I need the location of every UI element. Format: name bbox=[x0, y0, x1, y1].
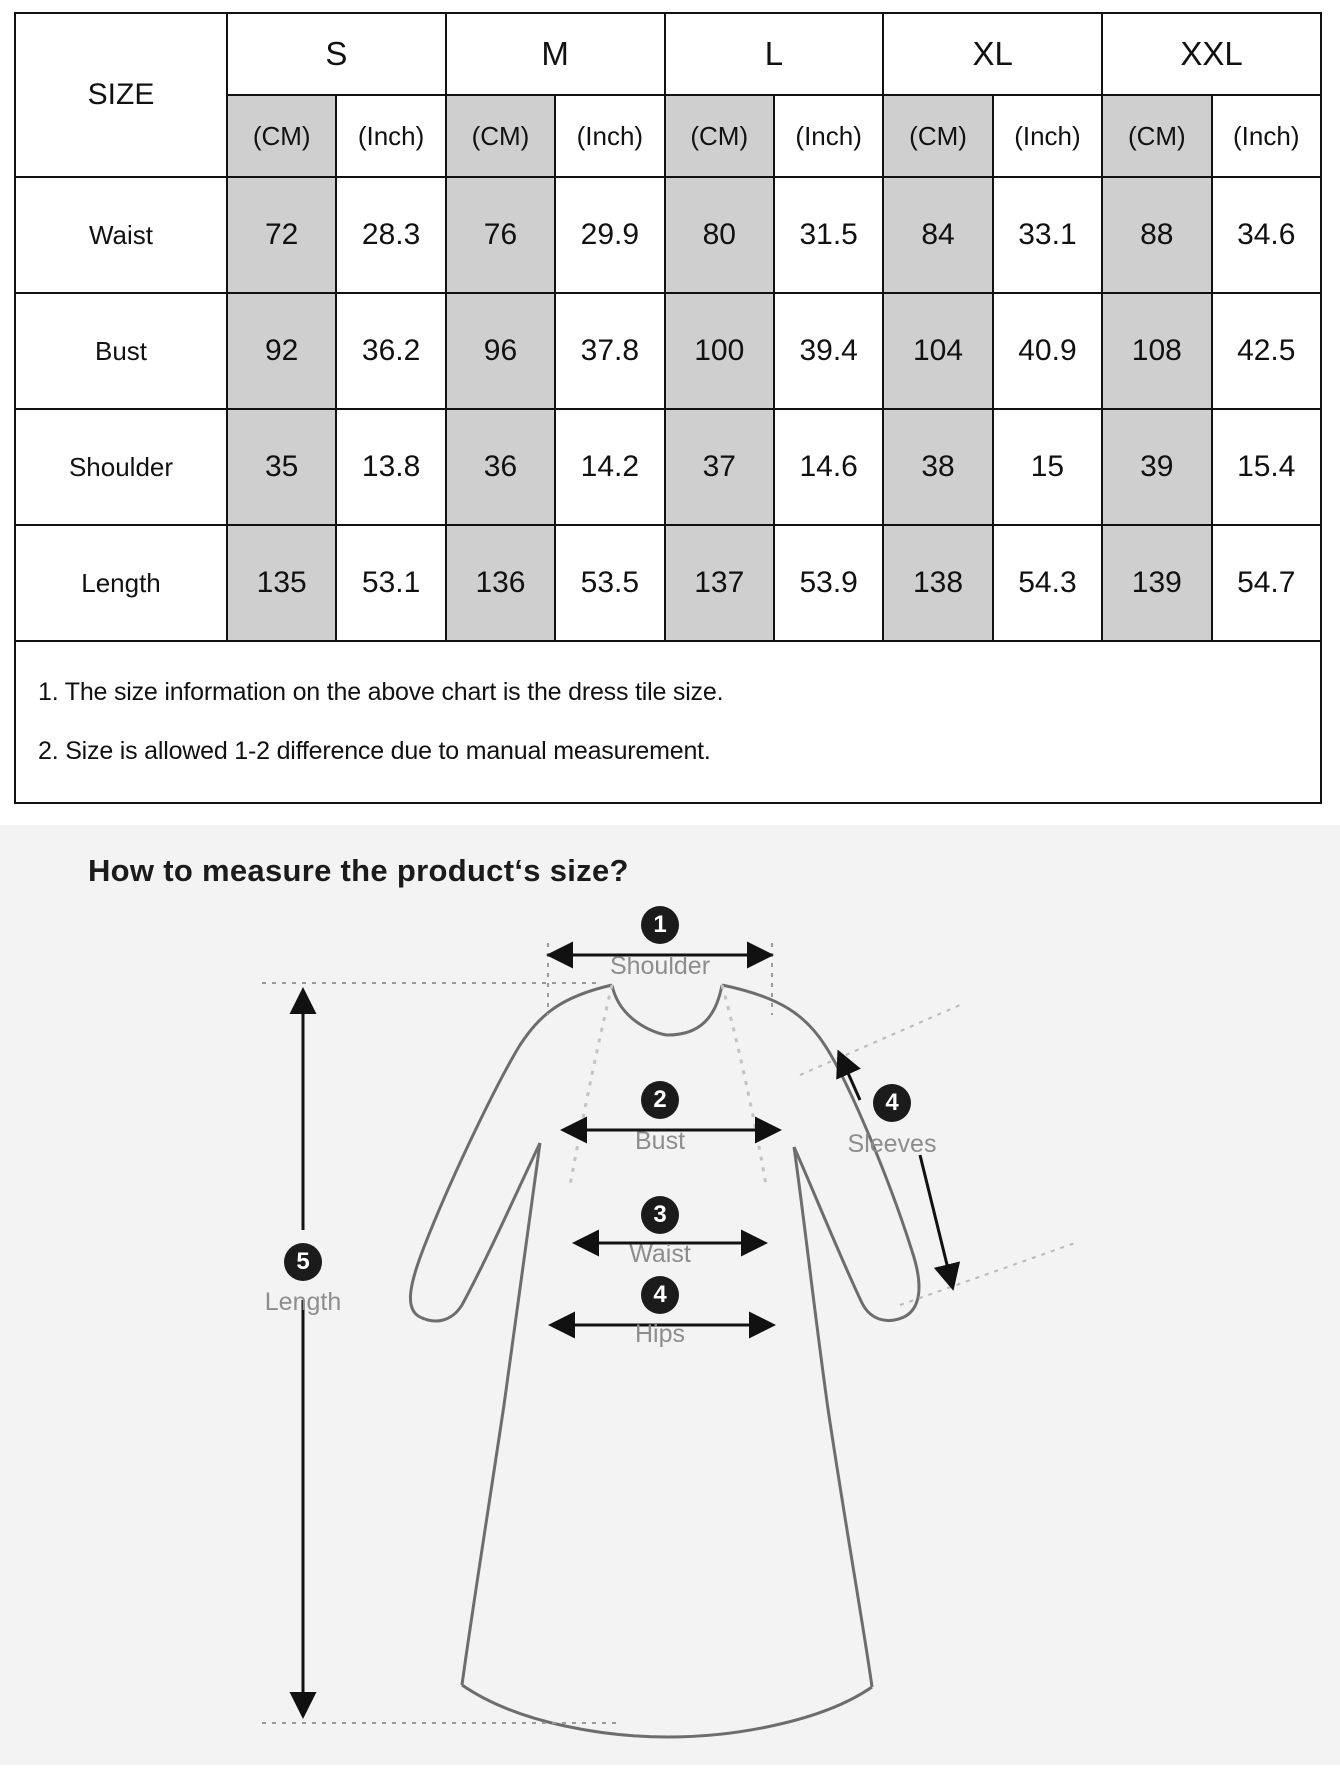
size-chart-container bbox=[0, 0, 1340, 804]
cell-shoulder-l-cm: 37 bbox=[665, 409, 774, 525]
cell-shoulder-s-inch: 13.8 bbox=[336, 409, 445, 525]
cell-shoulder-xl-cm: 38 bbox=[883, 409, 992, 525]
cell-bust-xxl-cm: 108 bbox=[1102, 293, 1211, 409]
row-label-length: Length bbox=[15, 525, 227, 641]
cell-bust-s-cm: 92 bbox=[227, 293, 336, 409]
cell-length-xxl-cm: 139 bbox=[1102, 525, 1211, 641]
size-note-1: 1. The size information on the above chart is the dress tile size. bbox=[38, 678, 724, 706]
cell-waist-xl-inch: 33.1 bbox=[993, 177, 1102, 293]
cell-waist-m-cm: 76 bbox=[446, 177, 555, 293]
marker-badge-1: 1 bbox=[641, 906, 679, 944]
unit-header-inch-m: (Inch) bbox=[555, 95, 664, 177]
marker-label-length: Length bbox=[264, 1287, 342, 1316]
cell-length-m-cm: 136 bbox=[446, 525, 555, 641]
cell-bust-l-inch: 39.4 bbox=[774, 293, 883, 409]
cell-length-xl-cm: 138 bbox=[883, 525, 992, 641]
row-label-waist: Waist bbox=[15, 177, 227, 293]
size-header-m: M bbox=[446, 13, 665, 95]
how-to-measure-section bbox=[0, 822, 1340, 1765]
cell-shoulder-xxl-cm: 39 bbox=[1102, 409, 1211, 525]
cell-bust-m-inch: 37.8 bbox=[555, 293, 664, 409]
cell-length-l-inch: 53.9 bbox=[774, 525, 883, 641]
table-header-row-sizes bbox=[15, 13, 1321, 95]
marker-label-waist: Waist bbox=[629, 1239, 691, 1268]
cell-waist-l-cm: 80 bbox=[665, 177, 774, 293]
marker-label-bust: Bust bbox=[634, 1126, 686, 1155]
cell-length-l-cm: 137 bbox=[665, 525, 774, 641]
unit-header-inch-xxl: (Inch) bbox=[1212, 95, 1321, 177]
marker-badge-2: 2 bbox=[641, 1081, 679, 1119]
unit-header-cm-s: (CM) bbox=[227, 95, 336, 177]
cell-length-s-inch: 53.1 bbox=[336, 525, 445, 641]
cell-waist-m-inch: 29.9 bbox=[555, 177, 664, 293]
cell-waist-xxl-inch: 34.6 bbox=[1212, 177, 1321, 293]
cell-shoulder-xxl-inch: 15.4 bbox=[1212, 409, 1321, 525]
cell-shoulder-m-inch: 14.2 bbox=[555, 409, 664, 525]
cell-shoulder-l-inch: 14.6 bbox=[774, 409, 883, 525]
size-header-xl: XL bbox=[883, 13, 1102, 95]
cell-bust-xxl-inch: 42.5 bbox=[1212, 293, 1321, 409]
row-label-bust: Bust bbox=[15, 293, 227, 409]
cell-bust-xl-cm: 104 bbox=[883, 293, 992, 409]
cell-bust-l-cm: 100 bbox=[665, 293, 774, 409]
size-header-l: L bbox=[665, 13, 884, 95]
marker-label-hips: Hips bbox=[634, 1319, 685, 1348]
dress-measurement-diagram bbox=[0, 885, 1340, 1765]
marker-badge-4-sleeves: 4 bbox=[873, 1084, 911, 1122]
cell-length-xl-inch: 54.3 bbox=[993, 525, 1102, 641]
unit-header-inch-s: (Inch) bbox=[336, 95, 445, 177]
cell-shoulder-xl-inch: 15 bbox=[993, 409, 1102, 525]
cell-waist-s-inch: 28.3 bbox=[336, 177, 445, 293]
table-row bbox=[15, 293, 1321, 409]
table-row bbox=[15, 525, 1321, 641]
size-header-xxl: XXL bbox=[1102, 13, 1321, 95]
marker-badge-4-hips: 4 bbox=[641, 1276, 679, 1314]
table-row bbox=[15, 177, 1321, 293]
unit-header-cm-m: (CM) bbox=[446, 95, 555, 177]
cell-waist-xxl-cm: 88 bbox=[1102, 177, 1211, 293]
size-notes bbox=[14, 642, 1322, 804]
cell-shoulder-m-cm: 36 bbox=[446, 409, 555, 525]
marker-badge-3: 3 bbox=[641, 1196, 679, 1234]
unit-header-cm-l: (CM) bbox=[665, 95, 774, 177]
unit-header-inch-l: (Inch) bbox=[774, 95, 883, 177]
size-note-2: 2. Size is allowed 1-2 difference due to manual measurement. bbox=[38, 736, 711, 765]
marker-badge-5: 5 bbox=[284, 1243, 322, 1281]
cell-bust-m-cm: 96 bbox=[446, 293, 555, 409]
cell-length-xxl-inch: 54.7 bbox=[1212, 525, 1321, 641]
marker-label-shoulder: Shoulder bbox=[609, 951, 711, 980]
unit-header-cm-xxl: (CM) bbox=[1102, 95, 1211, 177]
cell-waist-l-inch: 31.5 bbox=[774, 177, 883, 293]
table-row bbox=[15, 409, 1321, 525]
cell-length-m-inch: 53.5 bbox=[555, 525, 664, 641]
cell-bust-s-inch: 36.2 bbox=[336, 293, 445, 409]
row-label-shoulder: Shoulder bbox=[15, 409, 227, 525]
cell-bust-xl-inch: 40.9 bbox=[993, 293, 1102, 409]
unit-header-cm-xl: (CM) bbox=[883, 95, 992, 177]
marker-label-sleeves: Sleeves bbox=[847, 1129, 937, 1158]
how-to-measure-title: How to measure the product‘s size? bbox=[88, 852, 629, 888]
cell-waist-xl-cm: 84 bbox=[883, 177, 992, 293]
cell-waist-s-cm: 72 bbox=[227, 177, 336, 293]
cell-shoulder-s-cm: 35 bbox=[227, 409, 336, 525]
cell-length-s-cm: 135 bbox=[227, 525, 336, 641]
size-chart-table bbox=[14, 12, 1322, 642]
size-corner-label: SIZE bbox=[15, 13, 227, 177]
size-header-s: S bbox=[227, 13, 446, 95]
unit-header-inch-xl: (Inch) bbox=[993, 95, 1102, 177]
